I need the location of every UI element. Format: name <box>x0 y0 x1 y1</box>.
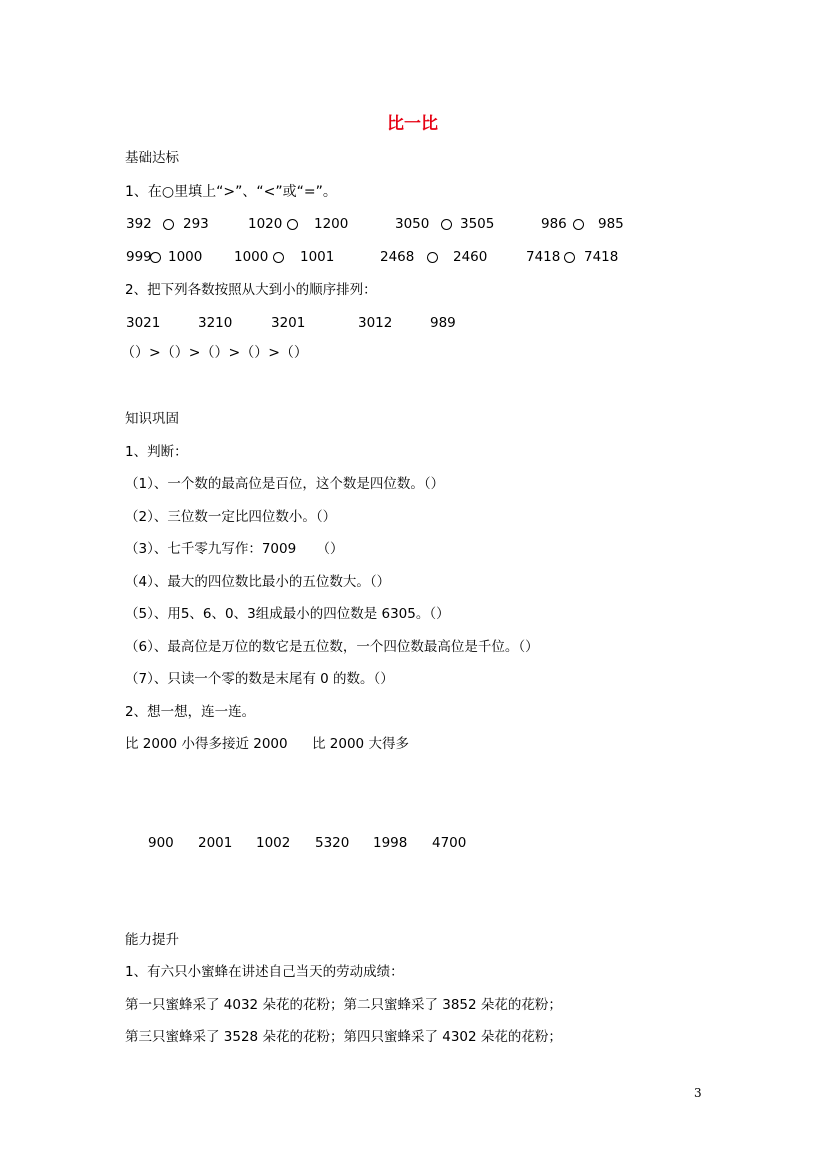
compare-left: 7418 <box>526 249 561 265</box>
compare-right: 1200 <box>314 216 349 232</box>
match-number: 5320 <box>315 835 350 851</box>
order-number: 3201 <box>271 315 306 331</box>
bee-line: 第三只蜜蜂采了 3528 朵花的花粉；第四只蜜蜂采了 4302 朵花的花粉； <box>125 1029 562 1045</box>
question-match: 2、想一想，连一连。 <box>125 704 256 720</box>
compare-right: 1000 <box>168 249 203 265</box>
judgment-item: （3）、七千零九写作：7009 （） <box>125 541 344 557</box>
compare-circle-blank[interactable] <box>441 219 452 230</box>
judgment-item: （4）、最大的四位数比最小的五位数大。（） <box>125 574 391 590</box>
judgment-item: （2）、三位数一定比四位数小。（） <box>125 509 337 525</box>
order-number: 3021 <box>126 315 161 331</box>
match-number: 4700 <box>432 835 467 851</box>
compare-circle-blank[interactable] <box>163 219 174 230</box>
compare-right: 985 <box>598 216 624 232</box>
match-number: 1002 <box>256 835 291 851</box>
page-title: 比一比 <box>387 114 438 134</box>
section-heading-consolidate: 知识巩固 <box>125 411 179 427</box>
compare-left: 999 <box>126 249 152 265</box>
section-heading-improve: 能力提升 <box>125 932 179 948</box>
order-number: 3012 <box>358 315 393 331</box>
judgment-item: （7）、只读一个零的数是末尾有 0 的数。（） <box>125 671 394 687</box>
question-bees: 1、有六只小蜜蜂在讲述自己当天的劳动成绩： <box>125 964 404 980</box>
judgment-item: （1）、一个数的最高位是百位，这个数是四位数。（） <box>125 476 445 492</box>
section-heading-basic: 基础达标 <box>125 150 179 166</box>
match-label-left: 比 2000 小得多接近 2000 <box>125 736 288 752</box>
judgment-item: （6）、最高位是万位的数它是五位数，一个四位数最高位是千位。（） <box>125 639 539 655</box>
match-number: 1998 <box>373 835 408 851</box>
compare-left: 3050 <box>395 216 430 232</box>
compare-circle-blank[interactable] <box>427 252 438 263</box>
compare-circle-blank[interactable] <box>287 219 298 230</box>
compare-right: 3505 <box>460 216 495 232</box>
compare-left: 2468 <box>380 249 415 265</box>
match-label-right: 比 2000 大得多 <box>312 736 409 752</box>
compare-right: 2460 <box>453 249 488 265</box>
question-judge: 1、判断： <box>125 444 188 460</box>
match-number: 900 <box>148 835 174 851</box>
page-number: 3 <box>694 1086 702 1100</box>
compare-left: 1000 <box>234 249 269 265</box>
match-number: 2001 <box>198 835 233 851</box>
order-number: 989 <box>430 315 456 331</box>
compare-circle-blank[interactable] <box>573 219 584 230</box>
compare-left: 1020 <box>248 216 283 232</box>
compare-circle-blank[interactable] <box>273 252 284 263</box>
compare-circle-blank[interactable] <box>564 252 575 263</box>
compare-right: 1001 <box>300 249 335 265</box>
question-compare: 1、在○里填上“>”、“<”或“=”。 <box>125 184 337 200</box>
order-number: 3210 <box>198 315 233 331</box>
compare-left: 392 <box>126 216 152 232</box>
compare-left: 986 <box>541 216 567 232</box>
compare-right: 293 <box>183 216 209 232</box>
bee-line: 第一只蜜蜂采了 4032 朵花的花粉；第二只蜜蜂采了 3852 朵花的花粉； <box>125 997 562 1013</box>
judgment-item: （5）、用5、6、0、3组成最小的四位数是 6305。（） <box>125 606 450 622</box>
question-order: 2、把下列各数按照从大到小的顺序排列： <box>125 282 377 298</box>
compare-right: 7418 <box>584 249 619 265</box>
compare-circle-blank[interactable] <box>150 252 161 263</box>
order-answer-line[interactable]: （）>（）>（）>（）>（） <box>121 345 308 361</box>
